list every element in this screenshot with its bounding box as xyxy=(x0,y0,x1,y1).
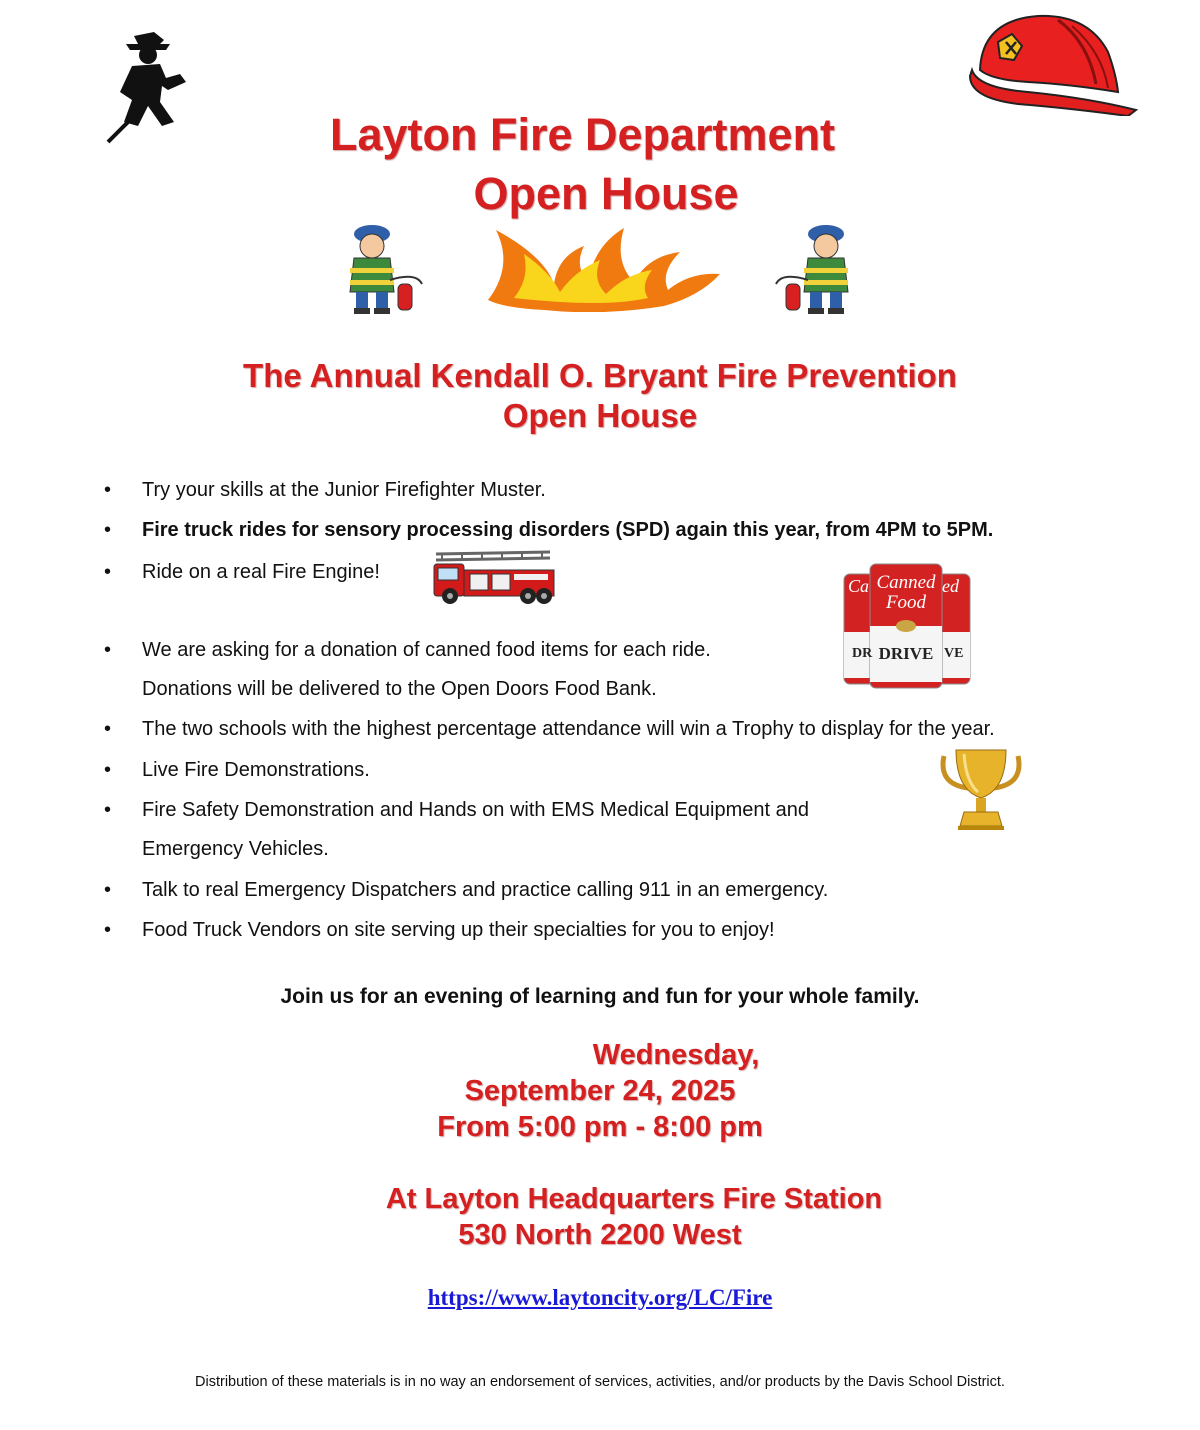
title-line-2: Open House xyxy=(473,168,739,219)
trophy-icon xyxy=(938,748,1024,832)
event-date: September 24, 2025 xyxy=(464,1075,736,1107)
can-label-left: Ca xyxy=(848,576,870,596)
canned-food-drive-image xyxy=(842,562,972,690)
list-item: Fire truck rides for sensory processing disorders (SPD) again this year, from 4PM to 5PM. xyxy=(142,519,994,541)
bullet-dot: • xyxy=(104,919,112,941)
can-label-right: ed xyxy=(942,576,959,596)
can-label-drive: DRIVE xyxy=(878,644,934,663)
cartoon-firefighter-right-icon xyxy=(770,222,862,317)
event-day: Wednesday, xyxy=(592,1039,760,1071)
subtitle-line-2: Open House xyxy=(502,397,698,434)
can-label-canned: Canned xyxy=(876,572,936,593)
list-item: Food Truck Vendors on site serving up their specialties for you to enjoy! xyxy=(142,919,775,941)
title-line-1: Layton Fire Department xyxy=(329,109,836,160)
join-message: Join us for an evening of learning and fun for your whole family. xyxy=(280,985,920,1008)
list-item: Fire Safety Demonstration and Hands on with EMS Medical Equipment and xyxy=(142,799,810,821)
event-address: 530 North 2200 West xyxy=(458,1219,742,1251)
website-link[interactable]: https://www.laytoncity.org/LC/Fire xyxy=(427,1285,773,1310)
disclaimer-text: Distribution of these materials is in no way an endorsement of services, activities, and/or products by the Davis School District. xyxy=(195,1374,1005,1390)
bullet-dot: • xyxy=(104,799,112,821)
bullet-dot: • xyxy=(104,718,112,740)
list-item: We are asking for a donation of canned food items for each ride. xyxy=(142,639,711,661)
bullet-dot: • xyxy=(104,519,112,541)
list-item: Try your skills at the Junior Firefighter Muster. xyxy=(142,479,546,501)
bullet-dot: • xyxy=(104,479,112,501)
bullet-dot: • xyxy=(104,759,112,781)
fire-helmet-icon xyxy=(968,12,1140,116)
subtitle-line-1: The Annual Kendall O. Bryant Fire Prevention xyxy=(243,357,957,394)
bullet-dot: • xyxy=(104,561,112,583)
can-label-right-bottom: VE xyxy=(944,646,964,661)
list-item: The two schools with the highest percentage attendance will win a Trophy to display for the year. xyxy=(142,718,995,740)
can-label-food: Food xyxy=(885,592,927,613)
list-item: Live Fire Demonstrations. xyxy=(142,759,370,781)
list-item-continuation: Emergency Vehicles. xyxy=(142,838,329,860)
event-time: From 5:00 pm - 8:00 pm xyxy=(437,1111,763,1143)
list-item: Talk to real Emergency Dispatchers and practice calling 911 in an emergency. xyxy=(142,879,829,901)
list-item-continuation: Donations will be delivered to the Open Doors Food Bank. xyxy=(142,678,657,700)
can-label-left-bottom: DR xyxy=(852,646,873,661)
event-location: At Layton Headquarters Fire Station xyxy=(385,1183,883,1215)
bullet-dot: • xyxy=(104,879,112,901)
cartoon-firefighter-left-icon xyxy=(336,222,428,317)
fire-engine-icon xyxy=(432,550,558,606)
list-item: Ride on a real Fire Engine! xyxy=(142,561,380,583)
bullet-dot: • xyxy=(104,639,112,661)
flames-icon xyxy=(484,226,724,312)
